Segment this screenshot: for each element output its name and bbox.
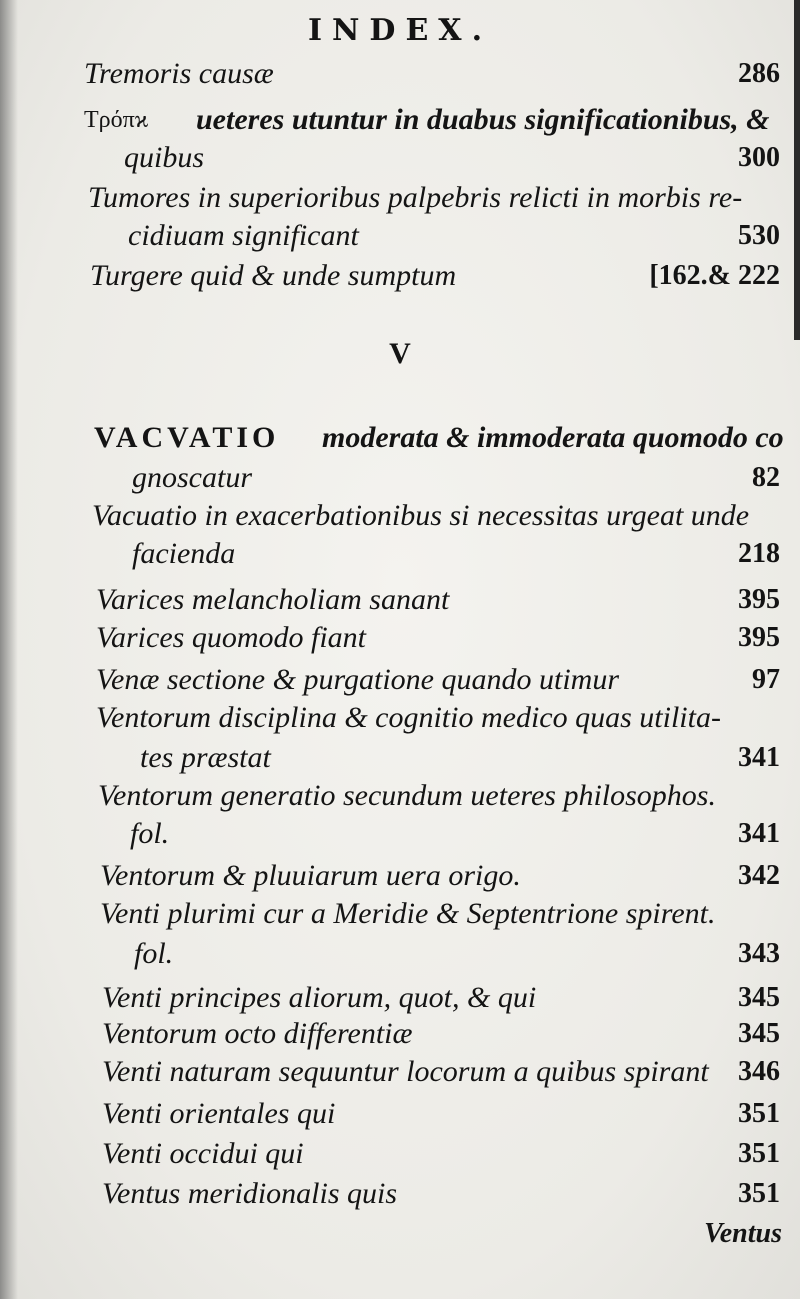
entry-text: Tumores in superioribus palpebris relicti in morbis re-	[88, 181, 743, 214]
entry-page: 530	[738, 220, 780, 251]
index-entry	[0, 696, 800, 740]
index-entry	[0, 1092, 800, 1136]
entry-text: Ventorum disciplina & cognitio medico quas utilita-	[96, 701, 721, 734]
entry-text: moderata & immoderata quomodo co	[322, 421, 784, 454]
entry-text: Ventus meridionalis quis	[102, 1177, 398, 1210]
entry-text: gnoscatur	[132, 461, 252, 494]
entry-page: 82	[752, 462, 780, 493]
index-entry	[0, 52, 800, 96]
entry-text: ueteres utuntur in duabus significationibus, &	[196, 103, 770, 136]
index-entry	[0, 1172, 800, 1216]
entry-caps: VACVATIO	[94, 421, 280, 454]
entry-text: Ventorum generatio secundum ueteres philosophos.	[98, 779, 716, 812]
entry-page: 395	[738, 584, 780, 615]
entry-text: Venti orientales qui	[102, 1097, 336, 1130]
index-entry	[0, 214, 800, 258]
entry-page: 300	[738, 142, 780, 173]
running-header: INDEX.	[307, 13, 493, 48]
entry-page: 345	[738, 1018, 780, 1049]
entry-page: 341	[738, 742, 780, 773]
index-entry	[0, 136, 800, 180]
entry-page: 341	[738, 818, 780, 849]
entry-page: 343	[738, 938, 780, 969]
index-entry	[0, 932, 800, 976]
entry-text: Varices melancholiam sanant	[96, 583, 450, 616]
entry-text: Ventorum & pluuiarum uera origo.	[100, 859, 521, 892]
entry-text: Tremoris causæ	[84, 57, 274, 90]
entry-page: 97	[752, 664, 780, 695]
entry-text: tes præstat	[140, 741, 271, 774]
entry-page: 351	[738, 1178, 780, 1209]
entry-text: Turgere quid & unde sumptum	[90, 259, 457, 292]
entry-text: fol.	[134, 937, 174, 970]
index-entry	[0, 1050, 800, 1094]
entry-text: quibus	[124, 141, 205, 174]
entry-text: Varices quomodo fiant	[96, 621, 366, 654]
entry-text: Venti principes aliorum, quot, & qui	[102, 981, 537, 1014]
index-entry	[0, 616, 800, 660]
section-heading-v: V	[389, 337, 411, 370]
index-entry	[0, 254, 800, 298]
entry-page: 351	[738, 1138, 780, 1169]
entry-page: 286	[738, 58, 780, 89]
entry-page: 345	[738, 982, 780, 1013]
entry-page: 351	[738, 1098, 780, 1129]
entry-text: fol.	[130, 817, 170, 850]
entry-text: cidiuam significant	[128, 219, 359, 252]
entry-text: Venti plurimi cur a Meridie & Septentrione spirent.	[100, 897, 716, 930]
entry-text: Venti naturam sequuntur locorum a quibus spirant	[102, 1055, 709, 1088]
entry-text: Ventorum octo differentiæ	[102, 1017, 413, 1050]
entry-text: facienda	[132, 537, 236, 570]
index-entry	[0, 812, 800, 856]
index-entry	[0, 532, 800, 576]
catchword: Ventus	[704, 1218, 782, 1249]
index-entry	[0, 416, 800, 460]
entry-page: 218	[738, 538, 780, 569]
index-entry	[0, 1132, 800, 1176]
entry-text: Venti occidui qui	[102, 1137, 304, 1170]
entry-page: 346	[738, 1056, 780, 1087]
entry-page: 342	[738, 860, 780, 891]
entry-page: 395	[738, 622, 780, 653]
entry-text: Venæ sectione & purgatione quando utimur	[96, 663, 620, 696]
index-entry	[0, 892, 800, 936]
entry-page: [162.& 222	[649, 260, 780, 291]
entry-text: Vacuatio in exacerbationibus si necessitas urgeat unde	[92, 499, 750, 532]
entry-greek: Τρόπϰ	[84, 107, 149, 133]
